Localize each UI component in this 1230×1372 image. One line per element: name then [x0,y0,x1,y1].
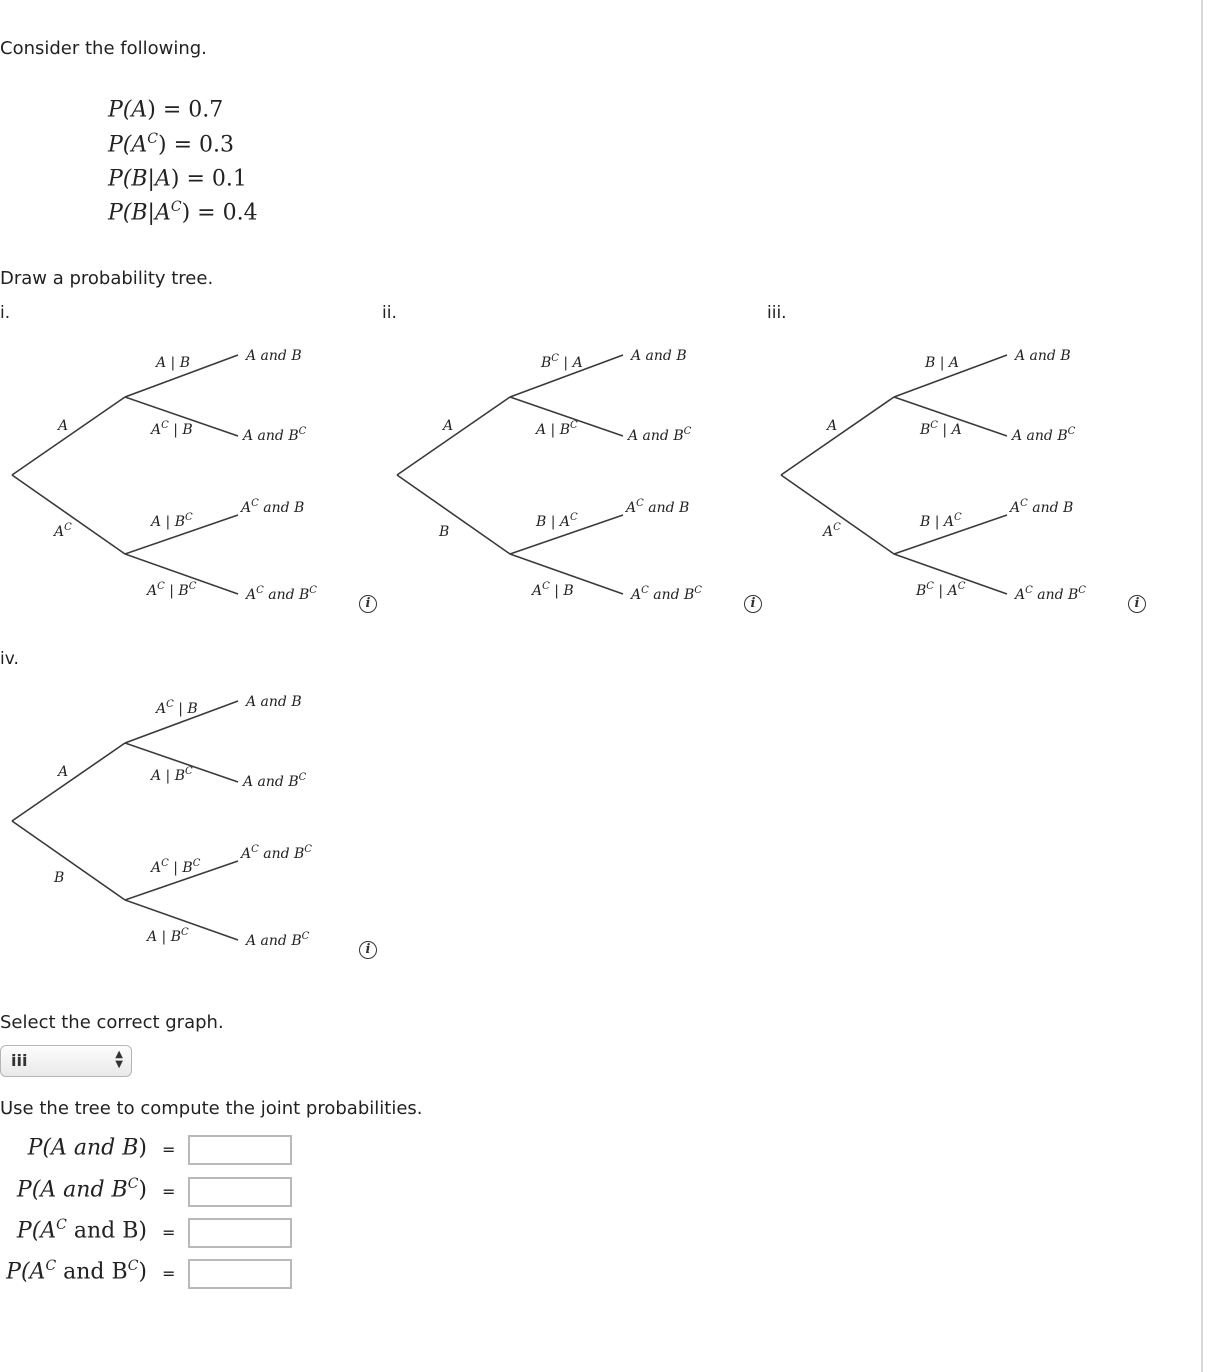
tree-outcome-label: A and B [246,694,302,710]
tree-outcome-label: A and $B^C$ [246,931,310,949]
tree-conditional-label: $B^C$ | A [920,420,962,438]
prompt-text: Consider the following. [0,38,207,59]
info-icon[interactable]: i [359,941,377,959]
tree-conditional-label: $A^C$ | B [151,420,193,438]
option-numeral-iii: iii. [767,303,787,323]
joint-label-ac-and-bc: $P(A^C$ and $B^C$) [6,1258,147,1285]
tree-first-label: $A^C$ [54,522,72,540]
joint-prompt: Use the tree to compute the joint probabilities. [0,1098,423,1119]
joint-label-ac-and-b: $P(A^C$ and B) [16,1217,147,1244]
tree-branch-first-2 [781,475,894,554]
tree-conditional-label: A | $B^C$ [536,420,578,438]
tree-outcome-label: $A^C$ and $B^C$ [246,585,317,603]
given-2: $P(A^C) = 0.3$ [108,131,235,158]
option-numeral-i: i. [0,303,11,323]
tree-branch-first-1 [12,743,125,821]
tree-outcome-label: $A^C$ and B [626,498,690,516]
tree-conditional-label: A | $B^C$ [147,927,189,945]
tree-first-label: A [58,764,69,780]
answer-ac-and-bc[interactable] [188,1259,292,1289]
tree-outcome-label: A and $B^C$ [243,426,307,444]
tree-first-label: B [54,870,65,886]
tree-branch-first-2 [12,475,125,554]
joint-label-a-and-bc: P(A and $B^C$) [16,1176,147,1203]
given-3: P(B|A) = 0.1 [108,166,247,192]
tree-conditional-label: B | $A^C$ [536,512,578,530]
tree-branch-first-1 [12,397,125,475]
draw-instruction: Draw a probability tree. [0,268,214,289]
tree-option-ii[interactable] [395,340,725,610]
tree-conditional-label: $A^C$ | $B^C$ [151,858,201,876]
tree-outcome-label: $A^C$ and $B^C$ [631,585,702,603]
tree-branch-first-2 [12,821,125,900]
tree-branch-first-1 [397,397,510,475]
tree-first-label: A [827,418,838,434]
option-numeral-iv: iv. [0,649,19,669]
page-right-border [1201,0,1203,1372]
tree-conditional-label: A | $B^C$ [151,512,193,530]
tree-outcome-label: $A^C$ and B [241,498,305,516]
info-icon[interactable]: i [359,595,377,613]
tree-conditional-label: $B^C$ | $A^C$ [916,581,966,599]
given-1: P(A) = 0.7 [108,97,224,123]
info-icon[interactable]: i [744,595,762,613]
tree-outcome-label: A and $B^C$ [243,772,307,790]
answer-a-and-bc[interactable] [188,1177,292,1207]
equals-sign: = [162,1140,176,1159]
equals-sign: = [162,1264,176,1283]
graph-select[interactable] [0,1045,132,1077]
equals-sign: = [162,1223,176,1242]
given-4: $P(B|A^C) = 0.4$ [108,199,258,226]
info-icon[interactable]: i [1128,595,1146,613]
graph-select-value: iii [11,1051,28,1070]
tree-outcome-label: A and B [1015,348,1071,364]
tree-conditional-label: $A^C$ | B [156,699,198,717]
equals-sign: = [162,1182,176,1201]
tree-conditional-label: $B^C$ | A [541,353,583,371]
tree-outcome-label: A and $B^C$ [1012,426,1076,444]
tree-option-i[interactable] [10,340,340,610]
answer-a-and-b[interactable] [188,1135,292,1165]
tree-outcome-label: $A^C$ and B [1010,498,1074,516]
tree-branch-first-1 [781,397,894,475]
tree-outcome-label: A and B [631,348,687,364]
tree-conditional-label: A | B [156,355,191,371]
joint-label-a-and-b: P(A and B) [27,1135,147,1161]
tree-outcome-label: A and B [246,348,302,364]
tree-outcome-label: $A^C$ and $B^C$ [1015,585,1086,603]
tree-conditional-label: $A^C$ | $B^C$ [147,581,197,599]
tree-option-iv[interactable] [10,686,340,956]
tree-first-label: B [439,524,450,540]
answer-ac-and-b[interactable] [188,1218,292,1248]
tree-conditional-label: B | A [925,355,960,371]
tree-outcome-label: A and $B^C$ [628,426,692,444]
tree-option-iii[interactable] [779,340,1109,610]
tree-first-label: $A^C$ [823,522,841,540]
tree-conditional-label: B | $A^C$ [920,512,962,530]
option-numeral-ii: ii. [382,303,397,323]
updown-arrows-icon: ▲ ▼ [115,1049,123,1070]
tree-conditional-label: $A^C$ | B [532,581,574,599]
select-prompt: Select the correct graph. [0,1012,224,1033]
tree-outcome-label: $A^C$ and $B^C$ [241,844,312,862]
tree-conditional-label: A | $B^C$ [151,766,193,784]
tree-first-label: A [443,418,454,434]
tree-branch-first-2 [397,475,510,554]
tree-first-label: A [58,418,69,434]
